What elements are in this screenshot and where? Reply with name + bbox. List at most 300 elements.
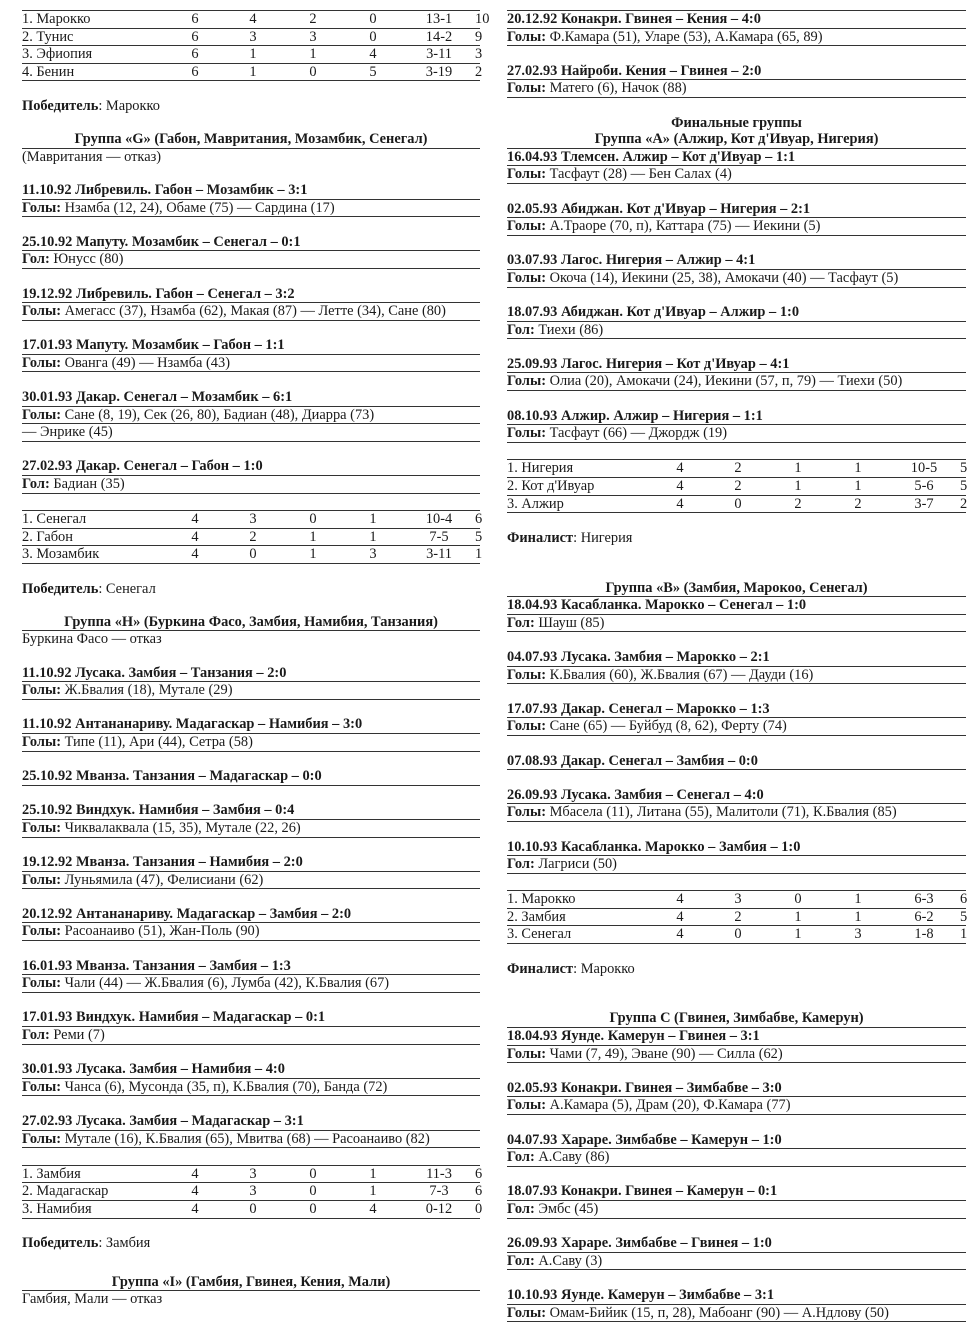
goals-label: Голы: xyxy=(22,733,61,750)
goals-line xyxy=(507,804,966,822)
stat-cell: 3 xyxy=(223,1183,283,1201)
goals-label: Голы: xyxy=(507,28,546,45)
goals-label: Голы: xyxy=(22,1078,61,1095)
stat-cell: 4 xyxy=(343,1200,403,1218)
standings-row xyxy=(507,926,966,944)
goals-label: Голы: xyxy=(22,199,61,216)
stat-cell: 3 xyxy=(223,511,283,529)
goals-line xyxy=(507,1097,966,1115)
final-title: Финальные группы xyxy=(671,114,802,131)
stat-cell: 3 xyxy=(828,926,888,944)
goals-text: Чиквалаквала (15, 35), Мутале (22, 26) xyxy=(61,819,301,836)
match-header: 20.12.92 Антананариву. Мадагаскар – Замбия – 2:0 xyxy=(22,906,480,924)
standings-table xyxy=(507,890,966,944)
goals-line xyxy=(22,734,480,752)
stat-cell: 4 xyxy=(343,46,403,64)
goals-label: Голы: xyxy=(507,804,546,821)
match-block xyxy=(507,649,966,684)
match-header: 18.04.93 Яунде. Камерун – Гвинея – 3:1 xyxy=(507,1028,966,1046)
goals-label: Голы: xyxy=(507,218,546,235)
goals-line xyxy=(507,373,966,391)
standings-row xyxy=(22,63,480,81)
stat-cell: 0 xyxy=(343,28,403,46)
goals-label: Гол: xyxy=(507,856,535,873)
team-name: 3. Намибия xyxy=(22,1200,167,1218)
team-name: 2. Мадагаскар xyxy=(22,1183,167,1201)
stat-cell: 4 xyxy=(167,1165,223,1183)
match-header: 11.10.92 Антананариву. Мадагаскар – Намибия – 3:0 xyxy=(22,716,480,734)
match-block xyxy=(507,1080,966,1115)
match-header: 25.09.93 Лагос. Нигерия – Кот д'Ивуар – 4:1 xyxy=(507,356,966,374)
goals-text: А.Траоре (70, п), Каттара (75) — Иекини (5) xyxy=(546,218,821,235)
match-header: 16.01.93 Мванза. Танзания – Замбия – 1:3 xyxy=(22,958,480,976)
standings-block xyxy=(22,10,490,81)
stat-cell: 4 xyxy=(167,546,223,564)
final-group-title: Группа С (Гвинея, Зимбабве, Камерун) xyxy=(507,1010,966,1028)
stat-cell: 1 xyxy=(828,891,888,909)
goals-text: Луньямила (47), Фелисиани (62) xyxy=(61,871,264,888)
goals-label: Гол: xyxy=(507,614,535,631)
goals-text: Мутале (16), К.Бвалия (65), Мвитва (68) — Расоанаиво (82) xyxy=(61,1130,430,1147)
goals-text: Матего (6), Начок (88) xyxy=(546,80,687,97)
stat-cell: 0 xyxy=(283,1183,343,1201)
stat-cell: 3 xyxy=(223,28,283,46)
stat-cell: 0 xyxy=(283,1165,343,1183)
goals-label: Голы: xyxy=(507,166,546,183)
standings-row xyxy=(22,11,480,29)
standings-table xyxy=(507,459,966,513)
match-block xyxy=(22,286,480,321)
winner-label: Финалист xyxy=(507,529,574,546)
goals-label: Голы: xyxy=(507,425,546,442)
match-header: 18.07.93 Конакри. Гвинея – Камерун – 0:1 xyxy=(507,1183,966,1201)
stat-cell: 0 xyxy=(768,891,828,909)
goals-text: Ж.Бвалия (18), Мутале (29) xyxy=(61,682,233,699)
stat-cell: 10-4 xyxy=(403,511,475,529)
standings-row xyxy=(507,460,966,478)
goals-label: Гол: xyxy=(22,251,50,268)
stat-cell: 0 xyxy=(708,495,768,513)
match-block xyxy=(507,201,966,236)
group-note: (Мавритания — отказ) xyxy=(22,148,162,165)
goals-line xyxy=(22,1131,480,1149)
stat-cell: 4 xyxy=(167,1200,223,1218)
match-block xyxy=(507,408,966,443)
goals-line xyxy=(507,667,966,685)
stat-cell: 3-7 xyxy=(888,495,960,513)
goals-label: Голы: xyxy=(22,975,61,992)
stat-cell: 5-6 xyxy=(888,478,960,496)
match-header: 18.04.93 Касабланка. Марокко – Сенегал – 1:0 xyxy=(507,597,966,615)
stat-cell: 1 xyxy=(283,46,343,64)
goals-text: Юнусс (80) xyxy=(49,251,124,268)
standings-row xyxy=(22,528,480,546)
stat-cell: 1 xyxy=(343,528,403,546)
winner-line xyxy=(22,581,480,598)
match-block xyxy=(507,1287,966,1322)
match-block xyxy=(22,716,480,751)
team-name: 1. Нигерия xyxy=(507,460,652,478)
goals-text: Ованга (49) — Нзамба (43) xyxy=(61,354,230,371)
goals-line xyxy=(22,407,480,425)
goals-line xyxy=(507,29,966,47)
match-block xyxy=(22,1113,480,1148)
goals-label: Голы: xyxy=(507,80,546,97)
final-group-header xyxy=(507,563,966,597)
goals-text: Эмбс (45) xyxy=(534,1200,599,1217)
goals-text: Типе (11), Ари (44), Сетра (58) xyxy=(61,733,253,750)
goals-label: Гол: xyxy=(507,1252,535,1269)
team-name: 2. Кот д'Ивуар xyxy=(507,478,652,496)
match-header: 25.10.92 Мапуту. Мозамбик – Сенегал – 0:1 xyxy=(22,234,480,252)
goals-text: Лагриси (50) xyxy=(534,856,617,873)
goals-text: Чанса (6), Мусонда (35, п), К.Бвалия (70), Банда (72) xyxy=(61,1078,388,1095)
stat-cell: 3 xyxy=(223,1165,283,1183)
stat-cell: 9 xyxy=(475,28,483,45)
goals-line xyxy=(507,615,966,633)
stat-cell: 1 xyxy=(828,460,888,478)
match-block xyxy=(507,701,966,736)
team-name: 2. Габон xyxy=(22,528,167,546)
goals-line xyxy=(507,1149,966,1167)
goals-text: Тасфаут (66) — Джордж (19) xyxy=(546,425,728,442)
stat-cell: 3-11 xyxy=(403,546,475,564)
stat-cell: 0 xyxy=(283,511,343,529)
goals-text: Ф.Камара (51), Уларе (53), А.Камара (65, 89) xyxy=(546,28,823,45)
stat-cell: 1 xyxy=(343,1183,403,1201)
final-title xyxy=(507,994,966,1011)
goals-line xyxy=(507,425,966,443)
goals-line xyxy=(22,251,480,269)
goals-line xyxy=(507,1201,966,1219)
goals-text: Окоча (14), Иекини (25, 38), Амокачи (40) — Тасфаут (5) xyxy=(546,269,899,286)
goals-label: Голы: xyxy=(507,373,546,390)
team-name: 2. Тунис xyxy=(22,28,167,46)
match-header: 25.10.92 Мванза. Танзания – Мадагаскар – 0:0 xyxy=(22,768,480,786)
stat-cell: 7-5 xyxy=(403,528,475,546)
goals-line xyxy=(22,1027,480,1045)
stat-cell: 1 xyxy=(768,460,828,478)
stat-cell: 1 xyxy=(768,926,828,944)
winner-value: : Замбия xyxy=(98,1235,151,1252)
stat-cell: 2 xyxy=(708,478,768,496)
goals-text: А.Саву (86) xyxy=(534,1149,610,1166)
match-block xyxy=(22,854,480,889)
stat-cell: 4 xyxy=(223,11,283,29)
goals-line xyxy=(507,218,966,236)
standings-row xyxy=(22,46,480,64)
goals-continued: — Энрике (45) xyxy=(22,424,480,442)
goals-text: Реми (7) xyxy=(49,1027,105,1044)
stat-cell: 4 xyxy=(652,908,708,926)
team-name: 1. Замбия xyxy=(22,1165,167,1183)
stat-cell: 5 xyxy=(960,478,968,495)
stat-cell: 2 xyxy=(708,460,768,478)
goals-label: Голы: xyxy=(22,871,61,888)
stat-cell: 4 xyxy=(167,528,223,546)
goals-label: Голы: xyxy=(507,1097,546,1114)
stat-cell: 6 xyxy=(167,46,223,64)
match-header: 17.01.93 Мапуту. Мозамбик – Габон – 1:1 xyxy=(22,337,480,355)
stat-cell: 10 xyxy=(475,11,490,27)
stat-cell: 0 xyxy=(475,1200,483,1217)
standings-row xyxy=(22,28,480,46)
final-group-title: Группа «В» (Замбия, Марокоо, Сенегал) xyxy=(507,580,966,598)
stat-cell: 2 xyxy=(475,63,483,80)
team-name: 1. Сенегал xyxy=(22,511,167,529)
stat-cell: 5 xyxy=(475,528,483,545)
match-block xyxy=(22,1009,480,1044)
stat-cell: 0 xyxy=(343,11,403,29)
match-block xyxy=(507,1235,966,1270)
stat-cell: 13-1 xyxy=(403,11,475,29)
match-header: 19.12.92 Мванза. Танзания – Намибия – 2:0 xyxy=(22,854,480,872)
match-header: 04.07.93 Лусака. Замбия – Марокко – 2:1 xyxy=(507,649,966,667)
match-header: 30.01.93 Дакар. Сенегал – Мозамбик – 6:1 xyxy=(22,389,480,407)
goals-text: Омам-Бийик (15, п, 28), Мабоанг (90) — А.Ндлову (50) xyxy=(546,1304,889,1321)
goals-text: Расоанаиво (51), Жан-Поль (90) xyxy=(61,923,260,940)
stat-cell: 7-3 xyxy=(403,1183,475,1201)
standings-row xyxy=(507,495,966,513)
winner-value: : Сенегал xyxy=(98,580,156,597)
stat-cell: 11-3 xyxy=(403,1165,475,1183)
stat-cell: 4 xyxy=(652,478,708,496)
group-title: Группа «Н» (Буркина Фасо, Замбия, Намибия, Танзания) xyxy=(22,614,480,632)
goals-line xyxy=(22,682,480,700)
group-note: Буркина Фасо — отказ xyxy=(22,631,162,648)
stat-cell: 1-8 xyxy=(888,926,960,944)
stat-cell: 6 xyxy=(167,11,223,29)
match-header: 03.07.93 Лагос. Нигерия – Алжир – 4:1 xyxy=(507,252,966,270)
stat-cell: 1 xyxy=(343,1165,403,1183)
goals-line xyxy=(507,1305,966,1323)
match-block xyxy=(22,458,480,493)
stat-cell: 2 xyxy=(768,495,828,513)
standings-table xyxy=(22,1165,483,1219)
final-title xyxy=(507,563,966,580)
winner-label: Финалист xyxy=(507,960,574,977)
match-block xyxy=(507,252,966,287)
stat-cell: 1 xyxy=(223,46,283,64)
goals-text: Чами (7, 49), Эване (90) — Силла (62) xyxy=(546,1045,783,1062)
stat-cell: 3 xyxy=(708,891,768,909)
match-header: 07.08.93 Дакар. Сенегал – Замбия – 0:0 xyxy=(507,753,966,771)
stat-cell: 6 xyxy=(167,63,223,81)
match-block xyxy=(22,958,480,993)
goals-text: Тасфаут (28) — Бен Салах (4) xyxy=(546,166,732,183)
group-note: Гамбия, Мали — отказ xyxy=(22,1291,163,1308)
stat-cell: 6 xyxy=(475,1183,483,1200)
match-block xyxy=(507,787,966,822)
goals-label: Голы: xyxy=(22,354,61,371)
goals-label: Голы: xyxy=(507,269,546,286)
team-name: 4. Бенин xyxy=(22,63,167,81)
team-name: 1. Марокко xyxy=(507,891,652,909)
match-block xyxy=(507,1132,966,1167)
stat-cell: 3-19 xyxy=(403,63,475,81)
stat-cell: 5 xyxy=(960,460,968,477)
stat-cell: 5 xyxy=(343,63,403,81)
winner-value: : Нигерия xyxy=(573,529,633,546)
stat-cell: 2 xyxy=(960,495,968,512)
final-group-title: Группа «А» (Алжир, Кот д'Ивуар, Нигерия) xyxy=(507,131,966,149)
stat-cell: 4 xyxy=(652,460,708,478)
goals-label: Голы: xyxy=(507,1304,546,1321)
match-header: 19.12.92 Либревиль. Габон – Сенегал – 3:2 xyxy=(22,286,480,304)
stat-cell: 0-12 xyxy=(403,1200,475,1218)
goals-label: Гол: xyxy=(507,1200,535,1217)
standings-block xyxy=(22,510,483,564)
stat-cell: 6-2 xyxy=(888,908,960,926)
stat-cell: 1 xyxy=(768,478,828,496)
group-title: Группа «G» (Габон, Мавритания, Мозамбик, Сенегал) xyxy=(22,131,480,149)
match-block xyxy=(22,337,480,372)
winner-line xyxy=(507,961,966,978)
left-column xyxy=(22,10,490,1325)
match-block xyxy=(507,597,966,632)
stat-cell: 3-11 xyxy=(403,46,475,64)
winner-line xyxy=(22,1235,480,1252)
stat-cell: 1 xyxy=(828,908,888,926)
stat-cell: 3 xyxy=(343,546,403,564)
match-header: 30.01.93 Лусака. Замбия – Намибия – 4:0 xyxy=(22,1061,480,1079)
stat-cell: 0 xyxy=(708,926,768,944)
match-block xyxy=(22,389,480,442)
goals-line xyxy=(507,856,966,874)
match-header: 27.02.93 Найроби. Кения – Гвинея – 2:0 xyxy=(507,63,966,81)
goals-text: Шауш (85) xyxy=(534,614,605,631)
goals-label: Гол: xyxy=(22,1027,50,1044)
match-header: 02.05.93 Абиджан. Кот д'Ивуар – Нигерия – 2:1 xyxy=(507,201,966,219)
goals-label: Голы: xyxy=(22,1130,61,1147)
match-header: 27.02.93 Лусака. Замбия – Мадагаскар – 3:1 xyxy=(22,1113,480,1131)
goals-text: Амегасс (37), Нзамба (62), Макая (87) — Летте (34), Сане (80) xyxy=(61,303,446,320)
stat-cell: 10-5 xyxy=(888,460,960,478)
match-header: 10.10.93 Яунде. Камерун – Зимбабве – 3:1 xyxy=(507,1287,966,1305)
stat-cell: 14-2 xyxy=(403,28,475,46)
stat-cell: 6 xyxy=(167,28,223,46)
standings-table xyxy=(22,510,483,564)
goals-line xyxy=(507,322,966,340)
goals-label: Голы: xyxy=(22,406,61,423)
goals-line xyxy=(22,820,480,838)
stat-cell: 1 xyxy=(223,63,283,81)
match-block xyxy=(507,753,966,771)
stat-cell: 2 xyxy=(708,908,768,926)
match-block xyxy=(22,1061,480,1096)
standings-row xyxy=(507,908,966,926)
goals-text: Олиа (20), Амокачи (24), Иекини (57, п, 79) — Тиехи (50) xyxy=(546,373,903,390)
standings-block xyxy=(507,459,966,513)
standings-block xyxy=(22,1165,483,1219)
goals-label: Гол: xyxy=(507,1149,535,1166)
stat-cell: 6 xyxy=(475,511,483,528)
standings-row xyxy=(22,1165,480,1183)
goals-text: А.Саву (3) xyxy=(534,1252,603,1269)
standings-row xyxy=(507,478,966,496)
match-header: 04.07.93 Хараре. Зимбабве – Камерун – 1:0 xyxy=(507,1132,966,1150)
match-block xyxy=(507,1183,966,1218)
goals-label: Голы: xyxy=(507,718,546,735)
goals-line xyxy=(507,80,966,98)
stat-cell: 3 xyxy=(475,46,483,63)
goals-text: Чали (44) — Ж.Бвалия (6), Лумба (42), К.Бвалия (67) xyxy=(61,975,390,992)
stat-cell: 6 xyxy=(960,891,968,908)
final-group-header xyxy=(507,115,966,149)
stat-cell: 4 xyxy=(652,891,708,909)
group-section xyxy=(22,131,480,165)
stat-cell: 0 xyxy=(223,546,283,564)
goals-line xyxy=(22,1079,480,1097)
goals-text: Мбасела (11), Литана (55), Малитоли (71), К.Бвалия (85) xyxy=(546,804,897,821)
winner-line xyxy=(507,530,966,547)
stat-cell: 4 xyxy=(167,1183,223,1201)
winner-value: : Марокко xyxy=(98,97,160,114)
match-header: 10.10.93 Касабланка. Марокко – Замбия – 1:0 xyxy=(507,839,966,857)
stat-cell: 1 xyxy=(960,926,968,943)
stat-cell: 2 xyxy=(828,495,888,513)
goals-text: Сане (65) — Буйбуд (8, 62), Ферту (74) xyxy=(546,718,787,735)
group-section xyxy=(22,1274,480,1308)
standings-block xyxy=(507,890,966,944)
stat-cell: 1 xyxy=(828,478,888,496)
stat-cell: 2 xyxy=(283,11,343,29)
goals-text: К.Бвалия (60), Ж.Бвалия (67) — Дауди (16) xyxy=(546,666,814,683)
match-header: 11.10.92 Лусака. Замбия – Танзания – 2:0 xyxy=(22,665,480,683)
team-name: 3. Сенегал xyxy=(507,926,652,944)
goals-label: Голы: xyxy=(507,666,546,683)
match-block xyxy=(507,839,966,874)
team-name: 3. Эфиопия xyxy=(22,46,167,64)
match-block xyxy=(22,802,480,837)
winner-label: Победитель xyxy=(22,97,99,114)
group-title: Группа «I» (Гамбия, Гвинея, Кения, Мали) xyxy=(22,1274,480,1292)
goals-line xyxy=(22,975,480,993)
match-header: 25.10.92 Виндхук. Намибия – Замбия – 0:4 xyxy=(22,802,480,820)
stat-cell: 2 xyxy=(223,528,283,546)
match-header: 16.04.93 Тлемсен. Алжир – Кот д'Ивуар – 1:1 xyxy=(507,149,966,167)
standings-row xyxy=(22,1200,480,1218)
winner-line xyxy=(22,98,480,115)
right-column xyxy=(507,10,966,1339)
match-block xyxy=(22,234,480,269)
match-header: 26.09.93 Лусака. Замбия – Сенегал – 4:0 xyxy=(507,787,966,805)
goals-label: Гол: xyxy=(507,321,535,338)
match-header: 17.07.93 Дакар. Сенегал – Марокко – 1:3 xyxy=(507,701,966,719)
stat-cell: 3 xyxy=(283,28,343,46)
stat-cell: 4 xyxy=(652,495,708,513)
goals-text: Тиехи (86) xyxy=(534,321,604,338)
goals-text: А.Камара (5), Драм (20), Ф.Камара (77) xyxy=(546,1097,791,1114)
goals-label: Голы: xyxy=(22,819,61,836)
stat-cell: 0 xyxy=(283,63,343,81)
team-name: 1. Марокко xyxy=(22,11,167,29)
stat-cell: 0 xyxy=(223,1200,283,1218)
goals-label: Голы: xyxy=(22,682,61,699)
match-block xyxy=(507,304,966,339)
stat-cell: 1 xyxy=(283,528,343,546)
match-header: 02.05.93 Конакри. Гвинея – Зимбабве – 3:0 xyxy=(507,1080,966,1098)
match-header: 08.10.93 Алжир. Алжир – Нигерия – 1:1 xyxy=(507,408,966,426)
stat-cell: 6-3 xyxy=(888,891,960,909)
winner-label: Победитель xyxy=(22,580,99,597)
winner-value: : Марокко xyxy=(573,960,635,977)
group-section xyxy=(22,614,480,648)
stat-cell: 4 xyxy=(652,926,708,944)
match-block xyxy=(507,10,966,46)
goals-line xyxy=(507,1046,966,1064)
goals-line xyxy=(507,1253,966,1271)
